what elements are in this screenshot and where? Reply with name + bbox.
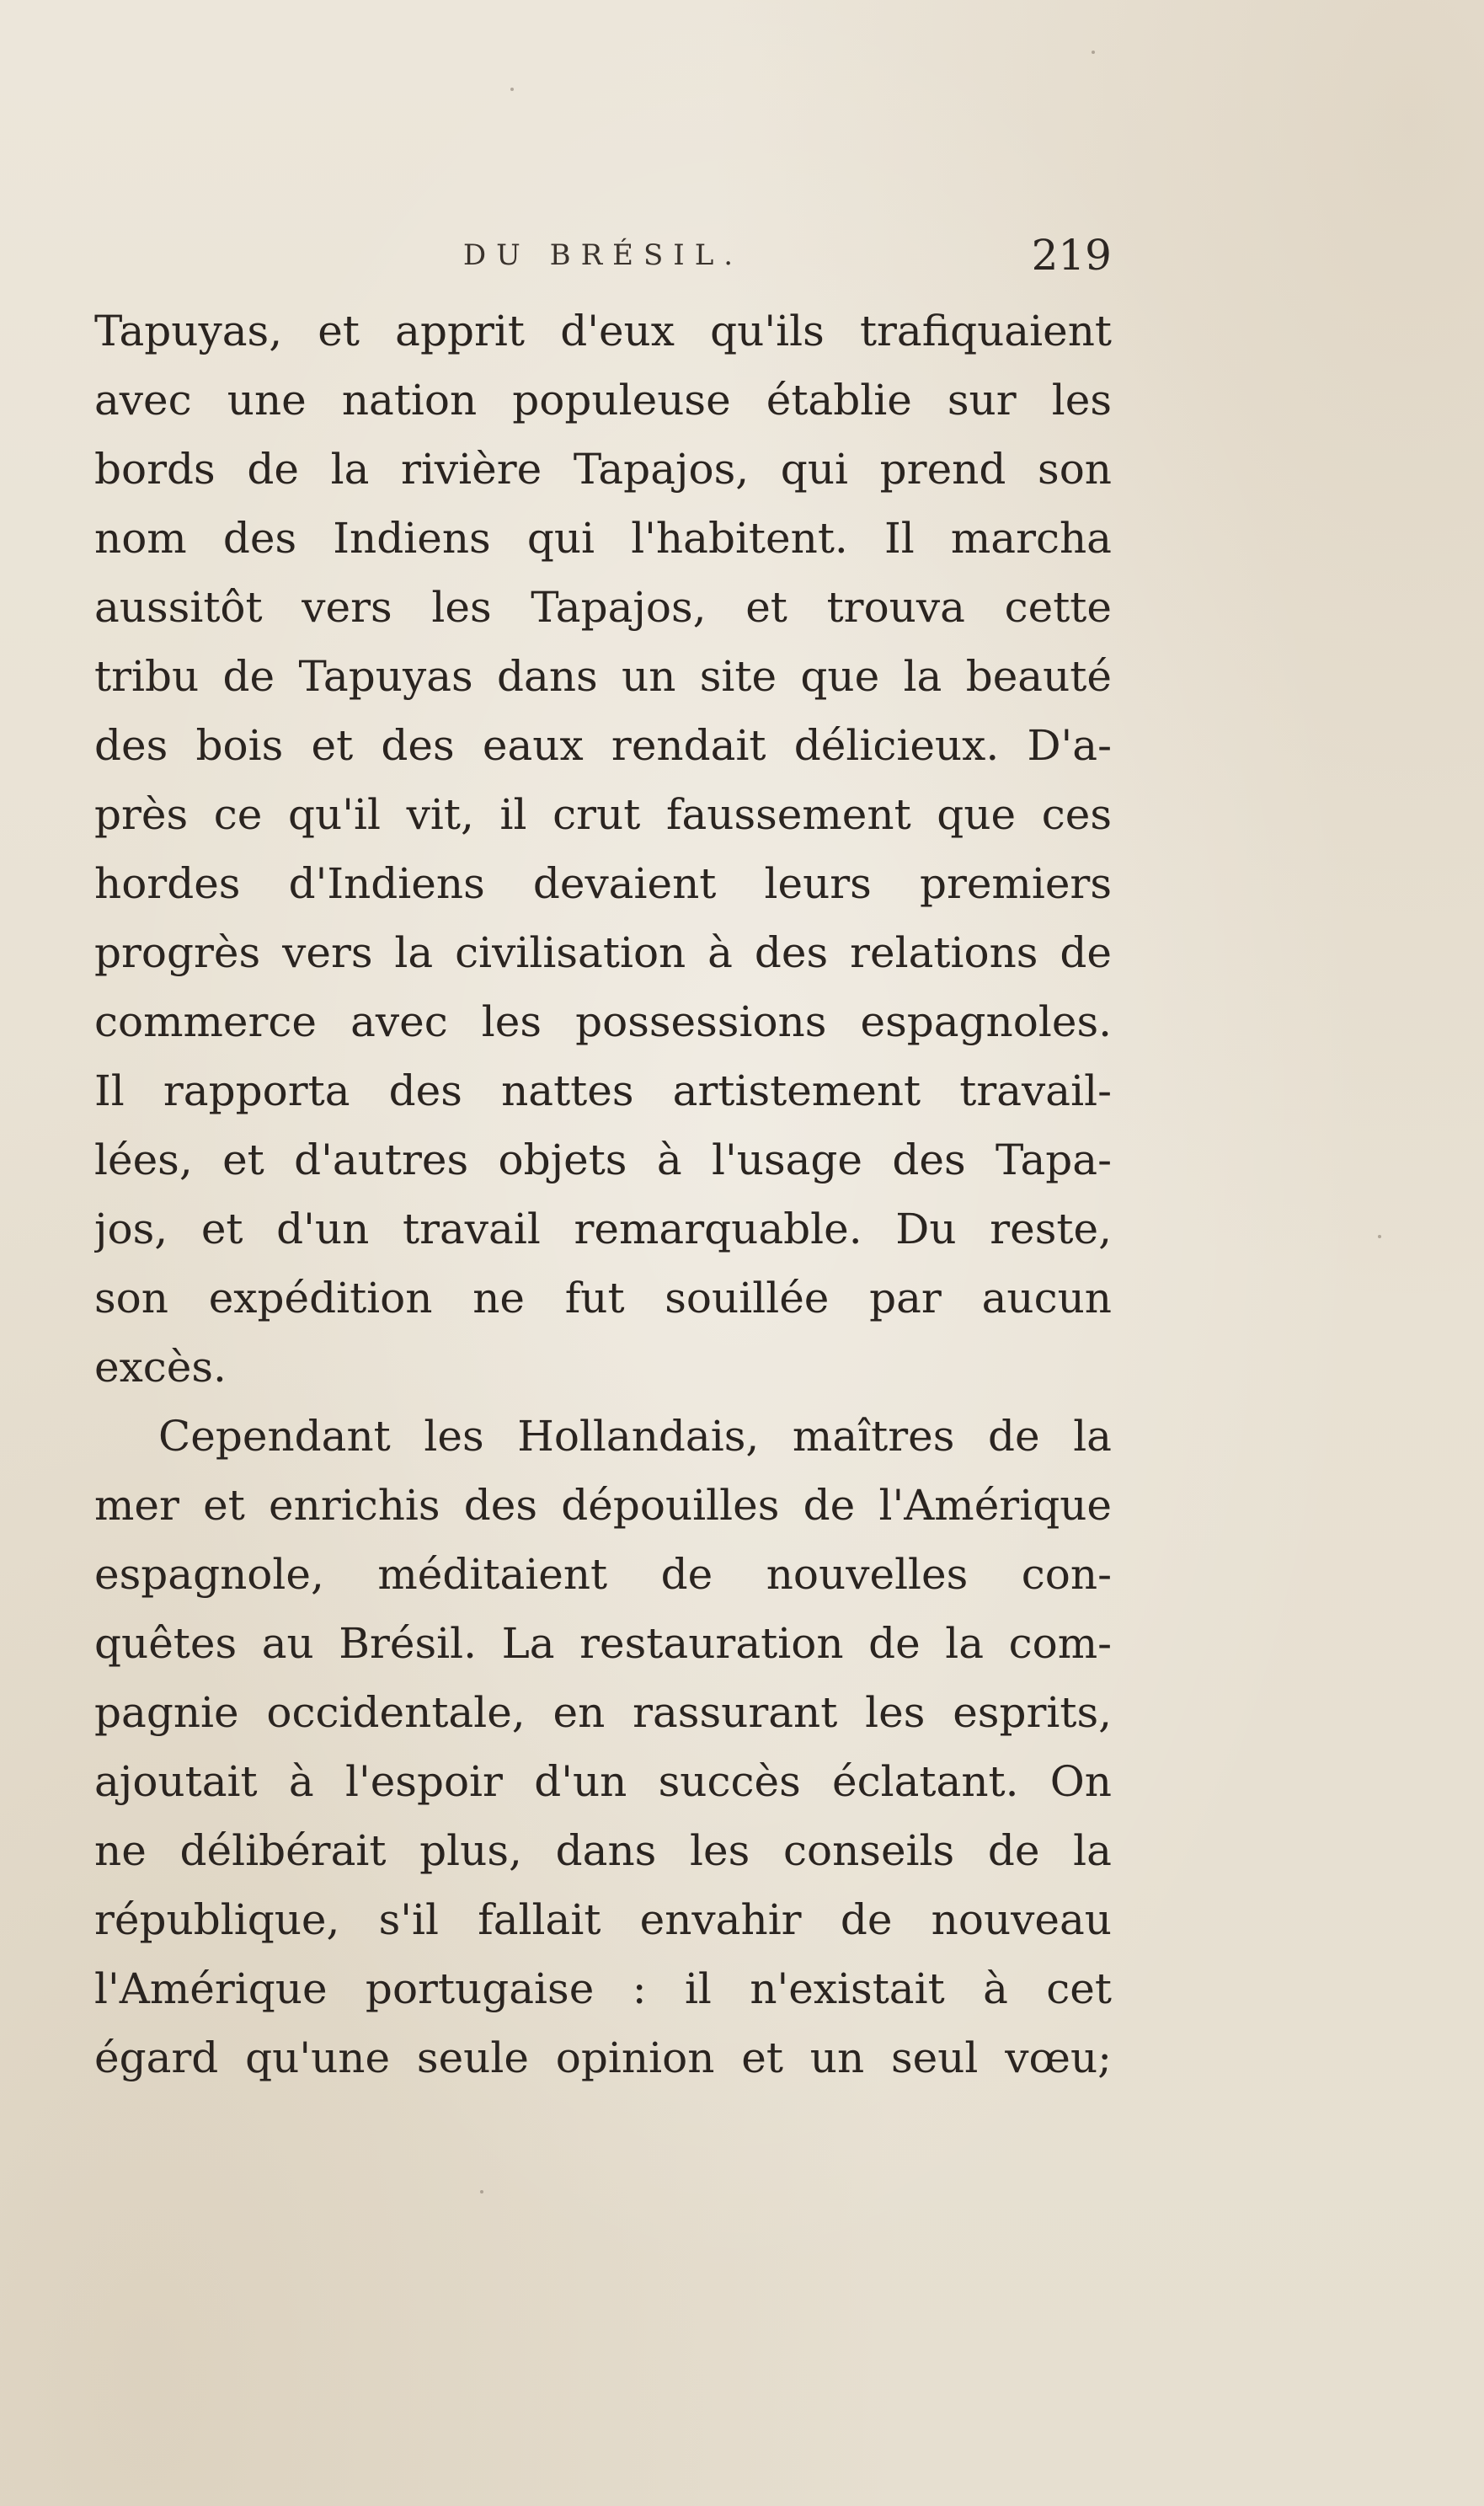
- text-line: commerce avec les possessions espagnoles.: [94, 997, 1112, 1046]
- text-line: ajoutait à l'espoir d'un succès éclatant. On: [94, 1757, 1112, 1806]
- text-line: près ce qu'il vit, il crut faussement que ces: [94, 790, 1112, 839]
- text-line: jos, et d'un travail remarquable. Du reste,: [94, 1205, 1112, 1253]
- text-line: mer et enrichis des dépouilles de l'Amérique: [94, 1481, 1112, 1530]
- text-line: espagnole, méditaient de nouvelles con-: [94, 1550, 1112, 1599]
- running-title: DU BRÉSIL.: [462, 238, 744, 272]
- text-line: Tapuyas, et apprit d'eux qu'ils trafiquaient: [94, 307, 1112, 355]
- paper-speck: [480, 2190, 483, 2193]
- text-line-paragraph-start: Cependant les Hollandais, maîtres de la: [158, 1412, 1112, 1461]
- text-line: des bois et des eaux rendait délicieux. D'a-: [94, 721, 1112, 770]
- text-line: nom des Indiens qui l'habitent. Il marcha: [94, 514, 1112, 563]
- text-line: aussitôt vers les Tapajos, et trouva cette: [94, 583, 1112, 632]
- text-line: hordes d'Indiens devaient leurs premiers: [94, 859, 1112, 908]
- page-number: 219: [1031, 231, 1112, 280]
- text-line: ne délibérait plus, dans les conseils de la: [94, 1826, 1112, 1875]
- text-line: Il rapporta des nattes artistement travail-: [94, 1066, 1112, 1115]
- text-line: pagnie occidentale, en rassurant les esprits,: [94, 1688, 1112, 1737]
- text-line: tribu de Tapuyas dans un site que la beauté: [94, 652, 1112, 701]
- running-head: [94, 226, 1112, 285]
- body-text: [94, 297, 1112, 2092]
- text-line: quêtes au Brésil. La restauration de la com-: [94, 1619, 1112, 1668]
- paper-speck: [510, 88, 514, 91]
- text-line: son expédition ne fut souillée par aucun: [94, 1274, 1112, 1322]
- paper-speck: [1378, 1235, 1381, 1238]
- text-line: bords de la rivière Tapajos, qui prend son: [94, 445, 1112, 494]
- text-line-paragraph-end: excès.: [94, 1343, 227, 1392]
- text-line: république, s'il fallait envahir de nouveau: [94, 1895, 1112, 1944]
- text-line: avec une nation populeuse établie sur les: [94, 376, 1112, 425]
- text-line: égard qu'une seule opinion et un seul vœu;: [94, 2033, 1112, 2082]
- text-line: progrès vers la civilisation à des relations de: [94, 928, 1112, 977]
- paper-speck: [1092, 51, 1095, 54]
- text-line: l'Amérique portugaise : il n'existait à cet: [94, 1964, 1112, 2013]
- text-line: lées, et d'autres objets à l'usage des Tapa-: [94, 1135, 1112, 1184]
